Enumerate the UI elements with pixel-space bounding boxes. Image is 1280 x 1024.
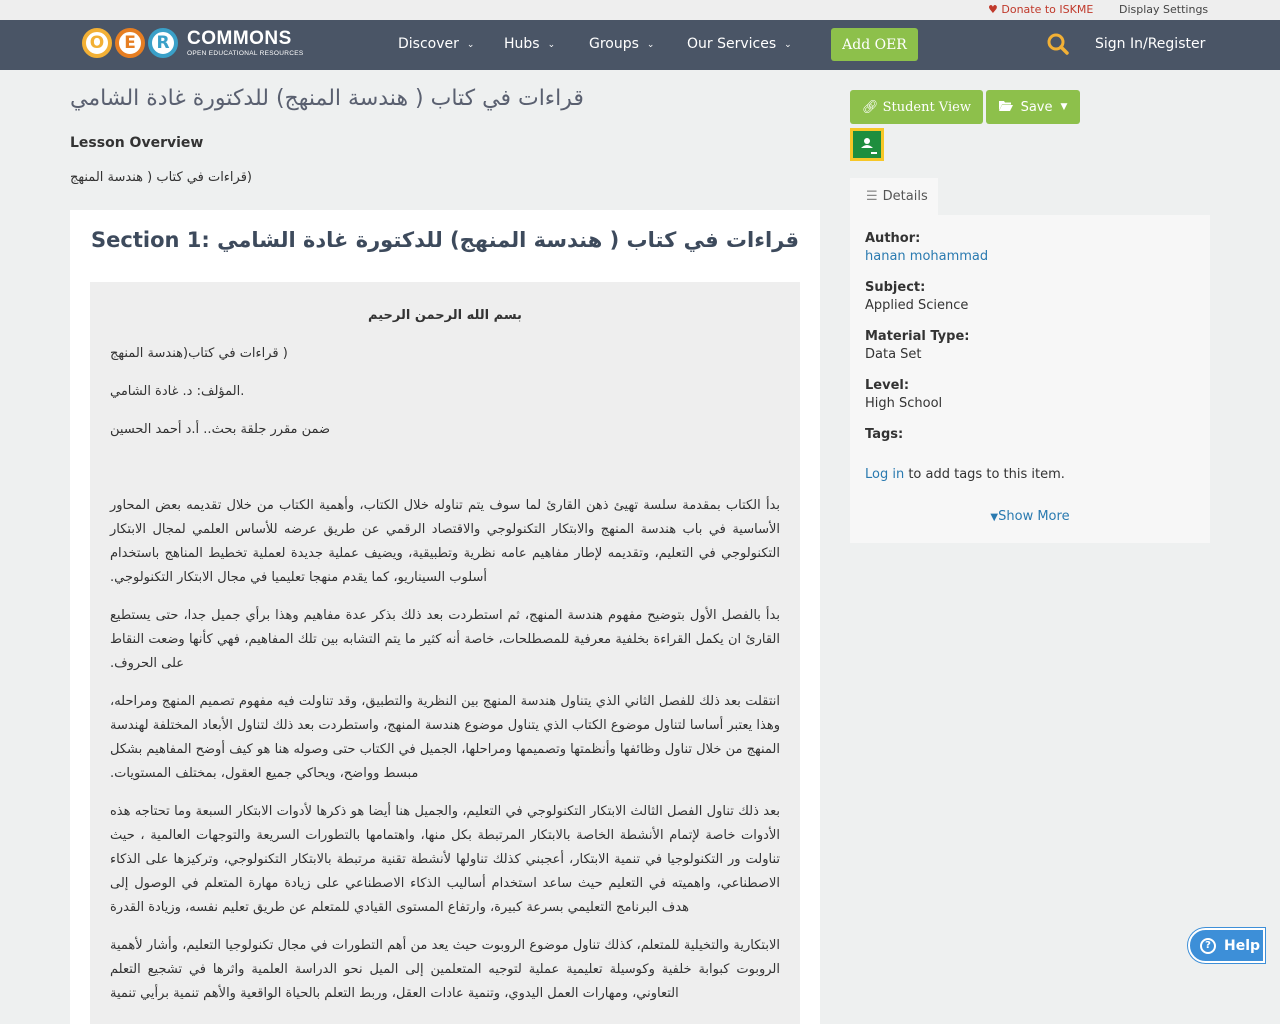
- help-label: Help: [1224, 937, 1261, 954]
- main-navbar: [0, 20, 1280, 70]
- donate-label: Donate to ISKME: [1001, 3, 1094, 16]
- heart-icon: ♥: [988, 3, 998, 16]
- logo-tagline: OPEN EDUCATIONAL RESOURCES: [187, 50, 304, 57]
- student-view-label: Student View: [882, 99, 971, 115]
- tags-login-text: [865, 467, 1065, 482]
- caret-down-icon: ▼: [1060, 102, 1068, 112]
- student-view-button[interactable]: [850, 90, 983, 124]
- chevron-down-icon: ▼︎: [990, 512, 999, 523]
- display-settings-link[interactable]: Display Settings: [1119, 3, 1209, 16]
- lesson-overview-heading: Lesson Overview: [70, 135, 204, 151]
- chevron-down-icon: ⌄: [784, 40, 792, 50]
- details-tab-label: Details: [882, 189, 928, 204]
- logo-circles: [82, 28, 181, 58]
- material-type-label: Material Type:: [865, 329, 970, 344]
- details-panel: [850, 215, 1210, 543]
- sign-in-register-link[interactable]: Sign In/Register: [1095, 36, 1206, 52]
- tags-label: Tags:: [865, 427, 904, 442]
- logo-letter-e: E: [115, 28, 145, 58]
- help-button[interactable]: [1188, 928, 1265, 963]
- author-line: .المؤلف: د. غادة الشامي: [110, 384, 245, 399]
- logo-text: [187, 29, 304, 57]
- author-link[interactable]: hanan mohammad: [865, 249, 989, 264]
- chevron-down-icon: ⌄: [466, 40, 475, 50]
- logo-name: COMMONS: [187, 28, 292, 49]
- save-label: Save: [1020, 99, 1053, 115]
- spacer: [110, 456, 780, 494]
- donate-link[interactable]: [988, 3, 1093, 16]
- section-card: [70, 210, 820, 1024]
- utility-bar: [0, 0, 1280, 20]
- subject-value: Applied Science: [865, 298, 969, 313]
- section-body: [90, 282, 800, 1024]
- oer-commons-logo[interactable]: [82, 25, 304, 61]
- paragraph-1: بدأ الكتاب بمقدمة سلسة تهيئ ذهن القارئ لما سوف يتم تناوله خلال الكتاب، وأهمية الكتاب من خلال تقديمه بعض المحاور الأساسية في باب هندسة المنهج والابتكار التكنولوجي والاقتصاد الرقمي عن طريق عرضه للأساس العلمي لمجال الابتكار التكنولوجي في التعليم، وتقديمه لإطار مفاهيم عامه نظرية وتطبيقية، ويضيف عملية جديدة لعملية تخطيط المناهج باستخدام أسلوب السيناريو، كما يقدم منهجا تعليميا في مجال الابتكار التكنولوجي.: [110, 498, 780, 585]
- add-oer-button[interactable]: Add OER: [831, 28, 918, 61]
- basmala: بسم الله الرحمن الرحيم: [368, 308, 522, 323]
- course-line: ضمن مقرر جلقة بحث.. أ.د أحمد الحسين: [110, 422, 331, 437]
- nav-hubs-label: Hubs: [504, 36, 540, 52]
- material-type-value: Data Set: [865, 347, 922, 362]
- google-classroom-icon[interactable]: [850, 128, 884, 161]
- paragraph-5: الابتكارية والتخيلية للمتعلم، كذلك تناول موضوع الروبوت حيث يعد من أهم التطورات في مجال تكنولوجيا التعليم، وأشار لأهمية الروبوت كبوابة خلفية وكوسيلة تعليمية عملية لتوجيه المتعلمين إلى الميل نحو الدراسة العلمية واثرها في تشجيع التعلم التعاوني، ومهارات العمل اليدوي، وتنمية عادات العقل، وربط التعلم بالحياة الواقعية والأهم تنمية برأيي تنمية: [110, 938, 780, 1001]
- paragraph-2: بدأ بالفصل الأول بتوضيح مفهوم هندسة المنهج، ثم استطردت بعد ذلك بذكر عدة مفاهيم وهذا برأي جميل جدا، حتى يستطيع القارئ ان يكمل القراءة بخلفية معرفية للمصطلحات، خاصة أنه كثير ما يتم التشابه بين تلك المفاهيم، فهي كأنها وضعت النقاط على الحروف.: [110, 608, 780, 671]
- chevron-down-icon: ⌄: [547, 40, 556, 50]
- nav-discover[interactable]: [398, 36, 474, 52]
- search-icon[interactable]: [1046, 32, 1070, 56]
- subject-label: Subject:: [865, 280, 926, 295]
- folder-open-icon: [999, 100, 1013, 115]
- book-title-line: ( قراءات في كتاب(هندسة المنهج: [110, 346, 288, 361]
- paragraph-3: انتقلت بعد ذلك للفصل الثاني الذي يتناول هندسة المنهج بين النظرية والتطبيق، وقد تناولت فيه مفهوم تصميم المنهج ومراحله، وهذا يعتبر أساسا لتناول موضوع الكتاب الذي يتناول موضوع هندسة المنهج، واستطردت بعد ذلك لتناول الأبعاد المختلفة لهندسة المنهج من خلال تناول وظائفها وأنظمتها وتصميمها ومراحلها، الجميل في الكتاب حتى وصوله هنا هو كيف أوضح المفاهيم بشكل مبسط وواضح، ويحاكي جميع العقول، بمختلف المستويات.: [110, 694, 780, 781]
- nav-groups-label: Groups: [589, 36, 639, 52]
- level-label: Level:: [865, 378, 910, 393]
- nav-hubs[interactable]: [504, 36, 555, 52]
- lesson-overview-text: (قراءات في كتاب ( هندسة المنهج: [70, 170, 252, 185]
- tab-details[interactable]: [850, 178, 938, 215]
- question-circle-icon: ?: [1200, 938, 1216, 954]
- show-more-label: Show More: [998, 509, 1070, 524]
- level-value: High School: [865, 396, 943, 411]
- nav-our-services-label: Our Services: [687, 36, 777, 52]
- nav-groups[interactable]: [589, 36, 654, 52]
- section-title: Section 1: قراءات في كتاب ( هندسة المنهج) للدكتورة غادة الشامي: [91, 228, 799, 252]
- nav-discover-label: Discover: [398, 36, 459, 52]
- logo-letter-o: O: [82, 28, 112, 58]
- nav-our-services[interactable]: [687, 36, 792, 52]
- logo-letter-r: R: [148, 28, 178, 58]
- link-icon: 🔗︎: [862, 99, 879, 115]
- page-title: قراءات في كتاب ( هندسة المنهج) للدكتورة غادة الشامي: [70, 86, 584, 111]
- paragraph-4: بعد ذلك تناول الفصل الثالث الابتكار التكنولوجي في التعليم، والجميل هنا أيضا هو ذكرها لأدوات الابتكار السبعة وما تحتاجه هذه الأدوات خاصة لإتمام الأنشطة الخاصة بالابتكار المرتبطة بكل منها، واهتمامها بالتطورات السريعة والتوجهات العالمية ، حيث تناولت ور التكنولوجيا في تنمية الابتكار، أعجبني كذلك تناولها لأنشطة تقنية مرتبطة بالابتكار التكنولوجي، وتركيزها على الذكاء الاصطناعي، واهميته في التعليم حيث ساعد استخدام أساليب الذكاء الاصطناعي على زيادة مهارة المتعلم في الوصول إلى هدف البرنامج التعليمي بسرعة كبيرة، وارتفاع المستوى القيادي للمتعلم عن طريق تعليم نفسه، وزيادة القدرة: [110, 804, 780, 915]
- save-dropdown-button[interactable]: [986, 90, 1080, 124]
- login-link[interactable]: Log in: [865, 467, 905, 482]
- chevron-down-icon: ⌄: [646, 40, 655, 50]
- author-label: Author:: [865, 231, 921, 246]
- tags-hint: to add tags to this item.: [904, 467, 1065, 482]
- list-icon: ☰: [866, 189, 878, 204]
- show-more-link[interactable]: [850, 509, 1210, 524]
